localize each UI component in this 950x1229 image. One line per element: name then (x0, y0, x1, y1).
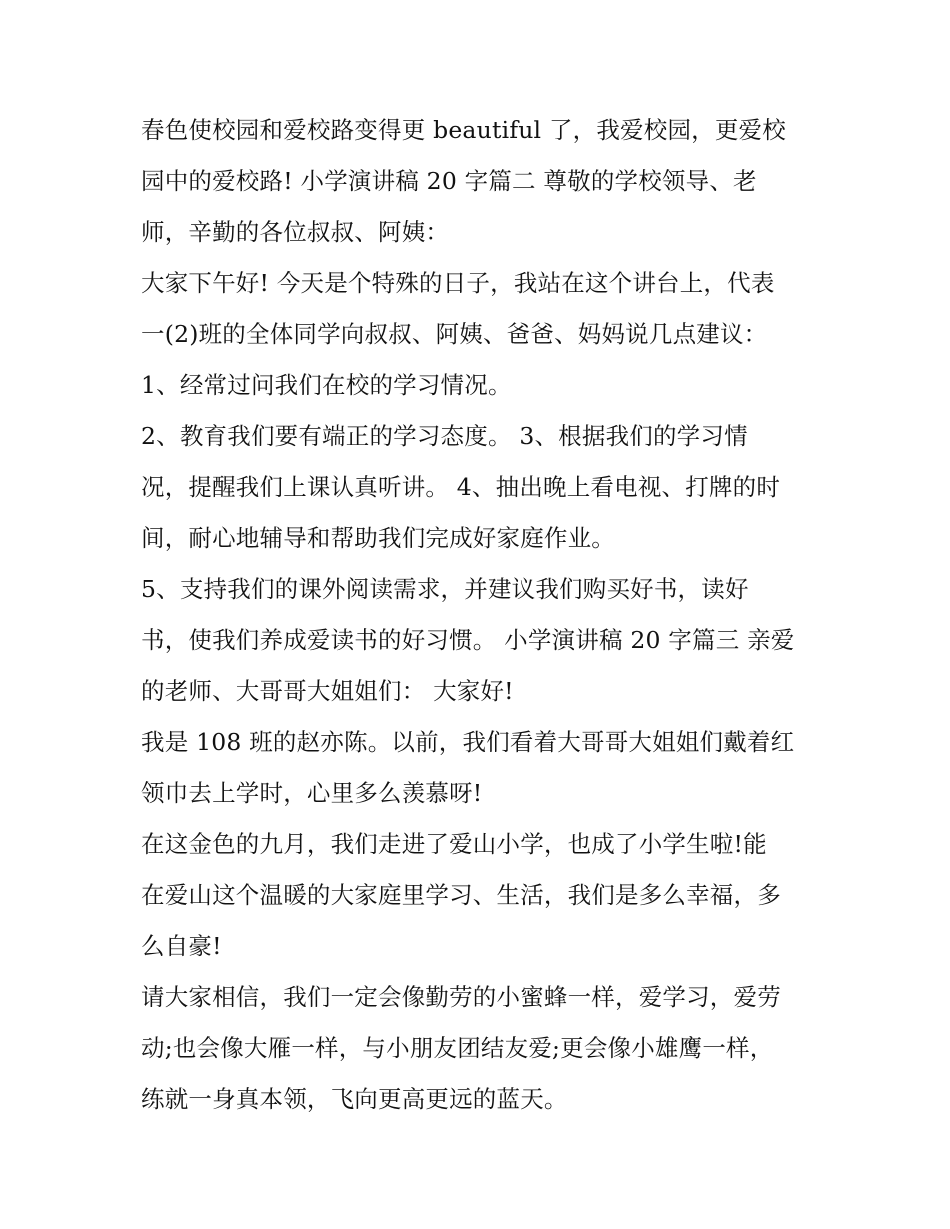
text-line: 在这金色的九月，我们走进了爱山小学，也成了小学生啦!能 (141, 830, 767, 858)
text-line: 在爱山这个温暖的大家庭里学习、生活，我们是多么幸福，多 (141, 881, 781, 909)
text-line: 请大家相信，我们一定会像勤劳的小蜜蜂一样，爱学习，爱劳 (141, 983, 781, 1011)
text-line: 的老师、大哥哥大姐姐们： 大家好! (141, 677, 514, 705)
text-line: 一(2)班的全体同学向叔叔、阿姨、爸爸、妈妈说几点建议： (141, 320, 768, 348)
text-line: 书，使我们养成爱读书的好习惯。 小学演讲稿 20 字篇三 亲爱 (141, 626, 795, 654)
text-line: 我是 108 班的赵亦陈。以前，我们看着大哥哥大姐姐们戴着红 (141, 728, 795, 756)
text-line: 春色使校园和爱校路变得更 beautiful 了，我爱校园，更爱校 (141, 116, 786, 144)
text-line: 领巾去上学时，心里多么羡慕呀! (141, 779, 483, 807)
text-line: 1、经常过问我们在校的学习情况。 (141, 371, 512, 399)
text-line: 动;也会像大雁一样，与小朋友团结友爱;更会像小雄鹰一样， (141, 1034, 774, 1062)
text-line: 园中的爱校路! 小学演讲稿 20 字篇二 尊敬的学校领导、老 (141, 167, 757, 195)
text-line: 间，耐心地辅导和帮助我们完成好家庭作业。 (141, 524, 615, 552)
text-line: 练就一身真本领，飞向更高更远的蓝天。 (141, 1085, 568, 1113)
text-line: 况，提醒我们上课认真听讲。 4、抽出晚上看电视、打牌的时 (141, 473, 781, 501)
text-line: 师，辛勤的各位叔叔、阿姨： (141, 218, 450, 246)
text-line: 么自豪! (141, 932, 222, 960)
text-line: 5、支持我们的课外阅读需求，并建议我们购买好书，读好 (141, 575, 749, 603)
text-line: 大家下午好! 今天是个特殊的日子，我站在这个讲台上，代表 (141, 269, 775, 297)
document-body (141, 110, 816, 1130)
text-line: 2、教育我们要有端正的学习态度。 3、根据我们的学习情 (141, 422, 748, 450)
